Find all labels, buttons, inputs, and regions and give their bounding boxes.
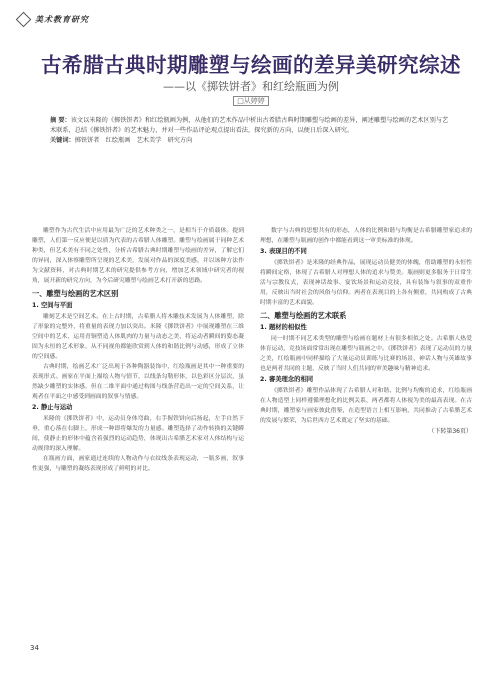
section-heading: 二、雕塑与绘画的艺术联系 (260, 311, 347, 320)
abstract-text: 该文以米隆的《掷铁饼者》和红绘瓶画为例，从他们的艺术作品中析出古希腊古典时期雕塑与绘画的差异，阐述雕塑与绘画的艺术区别与艺术联系，总结《掷铁饼者》的艺术魅力，并对一些作品评论观点提出看法，探究新的方向，以便日后深入研究。 (50, 117, 449, 134)
section-heading: 一、雕塑与绘画的艺术区别 (32, 289, 119, 298)
body-paragraph: 雕塑作为古代生活中应用最为广泛的艺术种类之一，是相当于介质载体。提到雕塑，人们第一反应便是以质为代表的古希腊人体雕塑。雕塑与绘画属于同种艺术种类，但艺术美有不同之处性，分析古希腊古典时期雕塑与绘画的差异，了解它们的异同，深入体察雕塑所呈现的艺术美，发展对作品的深度美感，并以该种方法作为文献资料，对古典时期艺术的研究提供参考方向，增加艺术领域中研究者的视角，展开新的研究方向，为今后研究雕塑与绘画艺术打开新的思路。 (32, 228, 244, 284)
abstract-paragraph (50, 116, 452, 136)
body-paragraph: 古典时期，绘画艺术广泛出现于各种陶器装饰中，红绘瓶画是其中一种重要的表现形式。画家在平面上描绘人物与情节，以线条勾勒形体，以色彩区分层次，虽然缺少雕塑的实体感，但在二维平面中通过构图与线条营造出一定的空间关系，让观者在平面之中感受到画面的叙事与情感。 (32, 364, 244, 400)
left-column (32, 226, 244, 474)
keywords-label: 关键词： (50, 137, 75, 144)
keywords-text: 掷铁饼者 红绘瓶画 艺术美学 研究方向 (74, 137, 193, 144)
subsection-heading: 1. 题材的相似性 (260, 324, 307, 331)
body-paragraph: 雕刻艺术是空间艺术。在上古时期，古希腊人将木雕技术发展为人体雕塑，除了形象的完整外，将重量的表现力加以突出。米隆《掷铁饼者》中展现雕塑在三维空间中的艺术，运用青铜塑造人体肌肉的力量与动态之美，将运动者瞬间的姿态凝固为永恒的艺术形象，从不同视角都能欣赏到人体的和谐比例与动感，形成了立体的空间感。 (32, 314, 244, 360)
author-name: □从婷婷 (233, 96, 269, 106)
article-title: 古希腊古典时期雕塑与绘画的差异美研究综述 (41, 53, 461, 77)
journal-header (18, 14, 89, 25)
body-paragraph: 《掷铁饼者》是米隆的经典作品，展现运动员健美的体魄，借助雕塑的永恒性将瞬间定格，体现了古希腊人对理想人体的追求与赞美。瓶画则更多服务于日常生活与宗教仪式，表现神话故事、宴饮场景和运动竞技，具有装饰与叙事的双重作用，反映出当时社会的风俗与信仰。两者在表现目的上各有侧重，共同构成了古典时期丰富的艺术面貌。 (260, 260, 472, 306)
journal-logo-icon (16, 12, 32, 28)
subsection-heading: 2. 審美理念的相同 (260, 376, 314, 383)
continuation-note: （下转第36页） (428, 428, 472, 435)
journal-name: 美术教育研究 (35, 15, 89, 24)
article-subtitle: ——以《掷铁饼者》和红绘瓶画为例 (163, 80, 339, 93)
subsection-heading: 1. 空间与平面 (32, 302, 73, 309)
abstract-label: 摘 要： (50, 117, 71, 124)
right-column (260, 226, 472, 437)
body-paragraph: 同一时期不同艺术类型的雕塑与绘画在题材上有很多相似之处。古希腊人热爱体育运动，竞技场面常常出现在雕塑与瓶画之中。《掷铁饼者》表现了运动员的力量之美，红绘瓶画中同样描绘了大量运动员训练与比赛的场景，神话人物与英雄故事也是两者共同的主题，反映了当时人们共同的审美趣味与精神追求。 (260, 336, 472, 372)
article-author (0, 96, 502, 106)
body-paragraph: 在瓶画方面，画家通过连续的人物动作与衣纹线条表现运动，一瓶多画，叙事性更强，与雕塑的凝练表现形成了鲜明的对比。 (32, 456, 244, 472)
page-number: 34 (30, 644, 39, 652)
subsection-heading: 3. 表现目的不同 (260, 248, 307, 255)
abstract-block (50, 116, 452, 146)
keywords-line (50, 136, 452, 146)
body-paragraph: 《掷铁饼者》雕塑作品体现了古希腊人对和谐、比例与均衡的追求，红绘瓶画在人物造型上同样遵循理想化的比例关系，两者都将人体视为美的最高表现。在古典时期，雕塑家与画家彼此借鉴，在造型语言上相互影响，共同推动了古希腊艺术的发展与繁荣，为后世西方艺术奠定了坚实的基础。 (260, 388, 472, 424)
subsection-heading: 2. 静止与运动 (32, 404, 73, 411)
body-paragraph: 数字与古典的思想共有的形态，人体的比例和谐与均衡是古希腊雕塑家追求的理想，在雕塑与瓶画的创作中都能看到这一审美标准的体现。 (260, 228, 472, 244)
body-paragraph: 米隆的《掷铁饼者》中，运动员身体弯曲，右手握铁饼向后扬起，左手自然下垂，重心落在右脚上，形成一种即将爆发的力量感。雕塑选择了动作转换的关键瞬间，使静止的形体中蕴含着强烈的运动趋势，体现出古希腊艺术家对人体结构与运动规律的深入理解。 (32, 416, 244, 452)
